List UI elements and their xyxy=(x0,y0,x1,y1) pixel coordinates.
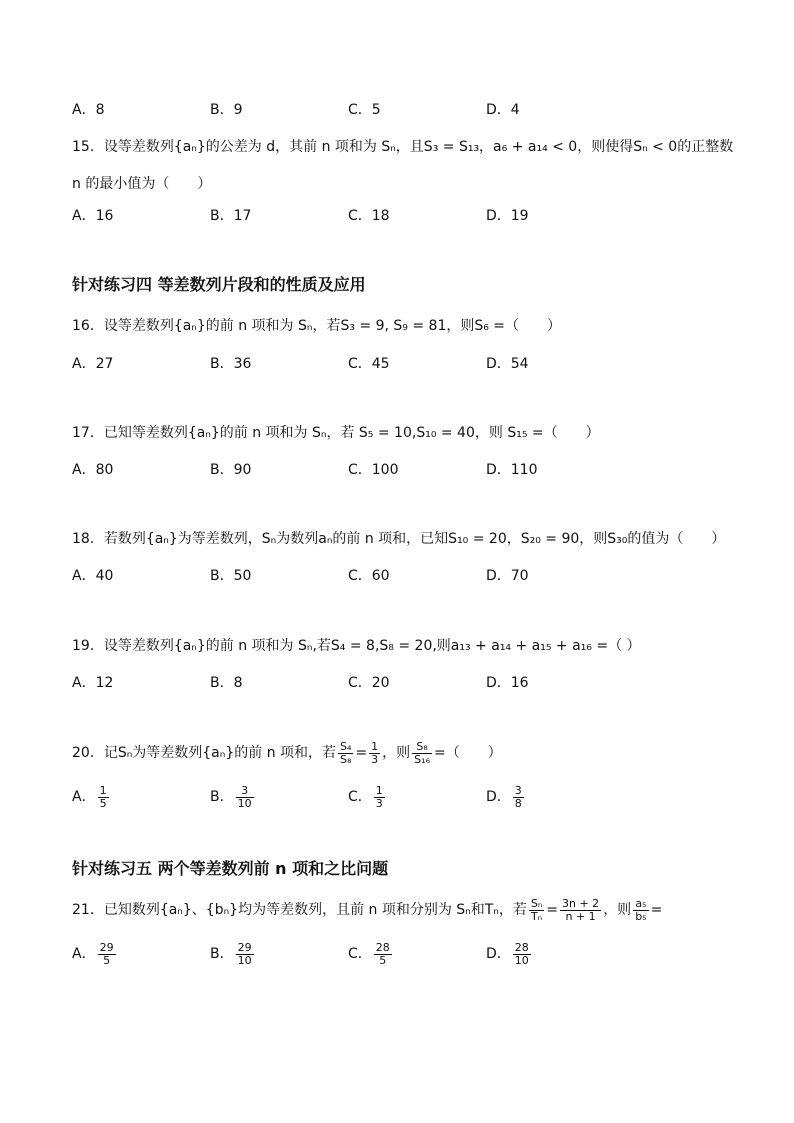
q14-option-d: D．4 xyxy=(486,102,520,118)
q21-option-d xyxy=(486,937,533,971)
q15-option-a: A．16 xyxy=(72,208,114,224)
q20-option-a-label: A． xyxy=(72,789,96,805)
q20-fraction-2 xyxy=(369,741,380,766)
q21-fraction-2-den: n + 1 xyxy=(565,909,596,923)
q21-option-a-fraction xyxy=(98,942,116,967)
q20-option-d-fraction xyxy=(513,785,524,810)
q20-option-c-fraction xyxy=(374,785,385,810)
q16-options xyxy=(0,350,794,378)
q20-option-d-label: D． xyxy=(486,789,511,805)
q21-option-c-den: 5 xyxy=(379,953,387,967)
q21-fraction-3-den: b₅ xyxy=(635,909,647,923)
q21-option-c-num: 28 xyxy=(375,940,390,954)
q15-option-c: C．18 xyxy=(348,208,390,224)
q20-option-d-num: 3 xyxy=(514,783,522,797)
q20-prefix: 20．记Sₙ为等差数列{aₙ}的前 n 项和，若 xyxy=(72,745,337,761)
q20-fraction-1 xyxy=(338,741,353,766)
q20-option-a xyxy=(72,780,111,814)
q21-prefix: 21．已知数列{aₙ}、{bₙ}均为等差数列，且前 n 项和分别为 Sₙ和Tₙ，若 xyxy=(72,902,527,918)
q21-option-b-den: 10 xyxy=(237,953,252,967)
q14-option-c: C．5 xyxy=(348,102,381,118)
q20-option-b-label: B． xyxy=(210,789,234,805)
q19-options xyxy=(0,669,794,697)
q15-stem-line2: n 的最小值为（ ） xyxy=(72,176,212,192)
q20-fraction-2-num: 1 xyxy=(371,739,379,753)
q18-option-b: B．50 xyxy=(210,568,252,584)
q20-option-c-num: 1 xyxy=(375,783,383,797)
q21-option-a-num: 29 xyxy=(99,940,114,954)
q16-option-c: C．45 xyxy=(348,356,390,372)
q21-fraction-3 xyxy=(633,898,648,923)
q21-fraction-2-num: 3n + 2 xyxy=(562,896,600,910)
q16-option-a: A．27 xyxy=(72,356,114,372)
q20-fraction-3-num: S₈ xyxy=(412,741,432,754)
q17-option-b: B．90 xyxy=(210,462,252,478)
q21-fraction-3-num: a₅ xyxy=(633,898,648,911)
q20-fraction-3 xyxy=(412,741,432,766)
q20-option-a-den: 5 xyxy=(99,796,107,810)
q21-option-a xyxy=(72,937,118,971)
q21-option-c-fraction xyxy=(374,942,392,967)
q21-option-d-den: 10 xyxy=(514,953,529,967)
q21-suffix: = xyxy=(650,902,663,918)
q20-option-b xyxy=(210,780,256,814)
q18-options xyxy=(0,562,794,590)
q18-stem: 18．若数列{aₙ}为等差数列，Sₙ为数列aₙ的前 n 项和，已知S₁₀ = 20，S₂₀ = 90，则S₃₀的值为（ ） xyxy=(72,531,726,547)
q21-fraction-1 xyxy=(529,898,544,923)
q15-option-b: B．17 xyxy=(210,208,252,224)
q21-option-a-den: 5 xyxy=(103,953,111,967)
q14-option-b: B．9 xyxy=(210,102,243,118)
q20-option-b-fraction xyxy=(236,785,254,810)
q21-option-b xyxy=(210,937,256,971)
q21-option-a-label: A． xyxy=(72,946,96,962)
q15-stem-line1: 15．设等差数列{aₙ}的公差为 d，其前 n 项和为 Sₙ，且S₃ = S₁₃，a₆ + a₁₄ < 0，则使得Sₙ < 0的正整数 xyxy=(72,139,734,155)
q20-fraction-1-num: S₄ xyxy=(340,739,352,753)
q21-fraction-2 xyxy=(560,898,601,923)
q20-mid: ，则 xyxy=(382,745,411,761)
q20-option-b-den: 10 xyxy=(237,796,252,810)
q20-fraction-1-den: S₈ xyxy=(340,752,352,766)
q17-options xyxy=(0,456,794,484)
q16-option-d: D．54 xyxy=(486,356,529,372)
q20-option-b-num: 3 xyxy=(236,785,254,798)
q15-option-d: D．19 xyxy=(486,208,529,224)
section5-heading: 针对练习五 两个等差数列前 n 项和之比问题 xyxy=(72,859,389,878)
q20-option-a-num: 1 xyxy=(99,783,107,797)
q19-stem: 19．设等差数列{aₙ}的前 n 项和为 Sₙ,若S₄ = 8,S₈ = 20,则a₁₃ + a₁₄ + a₁₅ + a₁₆ =（ ） xyxy=(72,638,641,654)
q21-option-d-num: 28 xyxy=(514,940,529,954)
q21-option-d-label: D． xyxy=(486,946,511,962)
q14-option-a: A．8 xyxy=(72,102,105,118)
q17-option-c: C．100 xyxy=(348,462,399,478)
q16-option-b: B．36 xyxy=(210,356,252,372)
q20-option-c xyxy=(348,780,387,814)
q19-option-c: C．20 xyxy=(348,675,390,691)
q21-option-c xyxy=(348,937,394,971)
q15-options xyxy=(0,202,794,230)
q20-options xyxy=(0,780,794,814)
q21-option-b-num: 29 xyxy=(237,940,252,954)
q14-options xyxy=(0,96,794,124)
q21-fraction-1-den: Tₙ xyxy=(531,909,543,923)
q21-options xyxy=(0,937,794,971)
q19-option-a: A．12 xyxy=(72,675,114,691)
q21-mid: ，则 xyxy=(603,902,632,918)
q20-equals: = xyxy=(355,745,368,761)
q19-option-b: B．8 xyxy=(210,675,243,691)
q20-option-a-fraction xyxy=(98,785,109,810)
q20-option-d-den: 8 xyxy=(514,796,522,810)
q21-stem xyxy=(72,893,662,927)
q18-option-a: A．40 xyxy=(72,568,114,584)
q21-equals: = xyxy=(546,902,558,918)
q21-fraction-1-num: Sₙ xyxy=(530,896,543,910)
q20-option-d xyxy=(486,780,526,814)
q21-option-b-fraction xyxy=(236,942,254,967)
q18-option-d: D．70 xyxy=(486,568,529,584)
q21-option-d-fraction xyxy=(513,942,531,967)
q17-option-a: A．80 xyxy=(72,462,114,478)
q18-option-c: C．60 xyxy=(348,568,390,584)
q20-fraction-2-den: 3 xyxy=(371,752,379,766)
q16-stem: 16．设等差数列{aₙ}的前 n 项和为 Sₙ，若S₃ = 9, S₉ = 81，则S₆ =（ ） xyxy=(72,318,562,334)
q20-fraction-3-den: S₁₆ xyxy=(414,752,430,766)
q20-suffix: =（ ） xyxy=(433,745,502,761)
q20-stem xyxy=(72,736,502,770)
q19-option-d: D．16 xyxy=(486,675,529,691)
q17-stem: 17．已知等差数列{aₙ}的前 n 项和为 Sₙ，若 S₅ = 10,S₁₀ = 40，则 S₁₅ =（ ） xyxy=(72,425,600,441)
q17-option-d: D．110 xyxy=(486,462,538,478)
q20-option-c-label: C． xyxy=(348,789,372,805)
q21-option-c-label: C． xyxy=(348,946,372,962)
section4-heading: 针对练习四 等差数列片段和的性质及应用 xyxy=(72,275,366,294)
q21-option-b-label: B． xyxy=(210,946,234,962)
q20-option-c-den: 3 xyxy=(375,796,383,810)
